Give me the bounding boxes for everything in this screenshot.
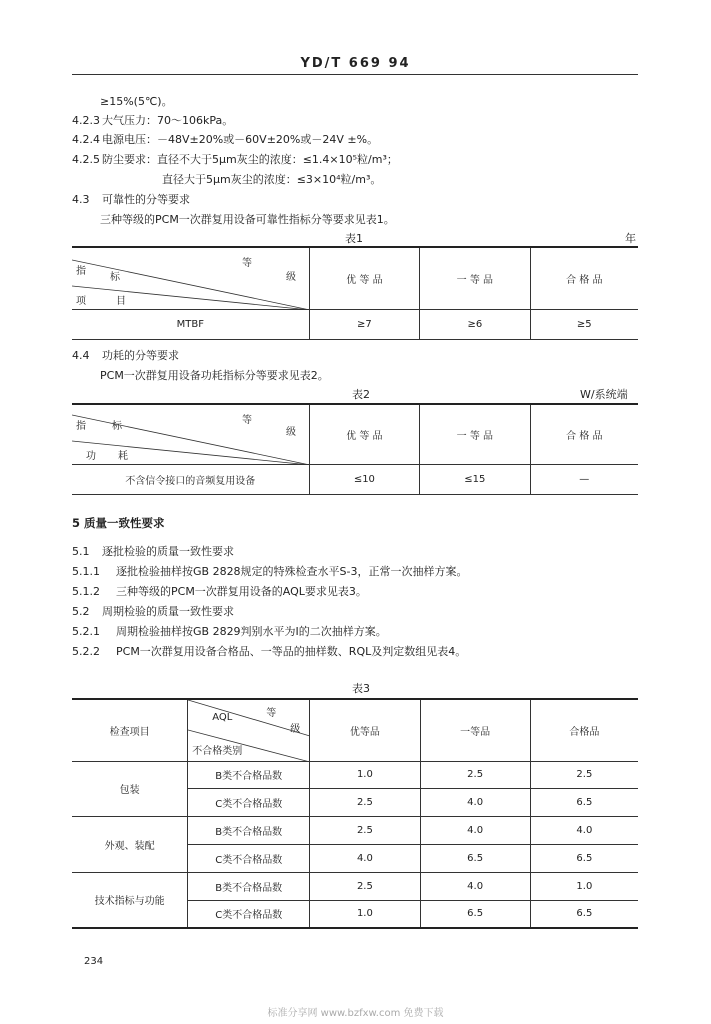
table1-unit: 年 bbox=[625, 232, 636, 245]
clause-number: 4.4 bbox=[72, 349, 90, 362]
table2-col-0: 优 等 品 bbox=[309, 404, 419, 464]
table2 bbox=[72, 403, 638, 495]
table3-type: B类不合格品数 bbox=[188, 872, 310, 900]
clause-text: 可靠性的分等要求 bbox=[102, 193, 190, 206]
clause-text: 周期检验的质量一致性要求 bbox=[102, 605, 234, 618]
table3-type: C类不合格品数 bbox=[188, 900, 310, 928]
diag-level: 级 bbox=[286, 272, 296, 283]
table1-diag-header bbox=[72, 247, 309, 309]
diag-biao: 标 bbox=[110, 272, 120, 283]
table3-cell: 1.0 bbox=[310, 900, 420, 928]
table-row bbox=[72, 761, 638, 788]
clause-5-1-2 bbox=[72, 583, 367, 599]
table3-type: C类不合格品数 bbox=[188, 844, 310, 872]
clause-4-2-3 bbox=[72, 112, 233, 128]
table3-cell: 4.0 bbox=[420, 872, 530, 900]
table2-unit: W/系统端 bbox=[580, 388, 628, 401]
text-table1-ref: 三种等级的PCM一次群复用设备可靠性指标分等要求见表1。 bbox=[100, 213, 395, 226]
diag-hao: 耗 bbox=[118, 451, 128, 462]
clause-number: 5.1.1 bbox=[72, 565, 100, 578]
clause-text: 逐批检验的质量一致性要求 bbox=[102, 545, 234, 558]
table1-col-1: 一 等 品 bbox=[420, 247, 530, 309]
clause-4-4 bbox=[72, 347, 179, 363]
text-humidity: ≥15%(5℃)。 bbox=[100, 95, 173, 108]
diagonal-lines bbox=[72, 405, 310, 465]
table3-cell: 2.5 bbox=[310, 816, 420, 844]
table3-col-2: 合格品 bbox=[530, 699, 638, 761]
clause-4-2-5-cont: 直径大于5μm灰尘的浓度：≤3×10⁴粒/m³。 bbox=[162, 173, 382, 186]
diag-mu: 目 bbox=[116, 296, 126, 307]
clause-5-2-1 bbox=[72, 623, 387, 639]
table1-value-0: ≥7 bbox=[309, 309, 419, 339]
clause-number: 5.1.2 bbox=[72, 585, 100, 598]
table2-value-2: — bbox=[530, 464, 638, 494]
table1 bbox=[72, 246, 638, 340]
text-table2-ref: PCM一次群复用设备功耗指标分等要求见表2。 bbox=[100, 369, 329, 382]
clause-text: 三种等级的PCM一次群复用设备的AQL要求见表3。 bbox=[116, 585, 367, 598]
clause-text: 大气压力：70～106kPa。 bbox=[102, 114, 234, 127]
diag-xiang: 项 bbox=[76, 296, 86, 307]
table3-head-item: 检查项目 bbox=[72, 699, 188, 761]
clause-text: 周期检验抽样按GB 2829判别水平为Ⅰ的二次抽样方案。 bbox=[116, 625, 387, 638]
table1-col-2: 合 格 品 bbox=[530, 247, 638, 309]
clause-5-1 bbox=[72, 543, 234, 559]
table3-cell: 1.0 bbox=[310, 761, 420, 788]
table3-type: B类不合格品数 bbox=[188, 816, 310, 844]
diag-buhege: 不合格类别 bbox=[192, 746, 243, 757]
table2-value-1: ≤15 bbox=[420, 464, 530, 494]
table2-col-1: 一 等 品 bbox=[420, 404, 530, 464]
table3-caption: 表3 bbox=[352, 682, 370, 695]
table3-type: B类不合格品数 bbox=[188, 761, 310, 788]
clause-number: 5.2.2 bbox=[72, 645, 100, 658]
table3-group-name: 外观、装配 bbox=[72, 816, 188, 872]
clause-text: PCM一次群复用设备合格品、一等品的抽样数、RQL及判定数组见表4。 bbox=[116, 645, 467, 658]
clause-4-2-4 bbox=[72, 131, 378, 147]
table3-cell: 4.0 bbox=[530, 816, 638, 844]
section-5-title: 5 质量一致性要求 bbox=[72, 516, 165, 530]
table2-value-0: ≤10 bbox=[309, 464, 419, 494]
clause-5-2 bbox=[72, 603, 234, 619]
clause-number: 4.2.5 bbox=[72, 153, 100, 166]
diag-zhi: 指 bbox=[76, 421, 86, 432]
clause-text: 逐批检验抽样按GB 2828规定的特殊检查水平S-3，正常一次抽样方案。 bbox=[116, 565, 468, 578]
clause-number: 5.1 bbox=[72, 545, 90, 558]
clause-5-1-1 bbox=[72, 563, 468, 579]
table2-diag-header bbox=[72, 404, 309, 464]
diag-biao: 标 bbox=[112, 421, 122, 432]
table3 bbox=[72, 698, 638, 929]
table2-col-2: 合 格 品 bbox=[530, 404, 638, 464]
clause-number: 4.3 bbox=[72, 193, 90, 206]
clause-number: 5.2 bbox=[72, 605, 90, 618]
table-row bbox=[72, 872, 638, 900]
table3-cell: 6.5 bbox=[530, 788, 638, 816]
table1-row-label: MTBF bbox=[72, 309, 309, 339]
footer-watermark: 标准分享网 www.bzfxw.com 免费下载 bbox=[267, 1008, 444, 1019]
clause-number: 4.2.3 bbox=[72, 114, 100, 127]
table3-cell: 1.0 bbox=[530, 872, 638, 900]
table-row bbox=[72, 816, 638, 844]
table3-type: C类不合格品数 bbox=[188, 788, 310, 816]
diag-grade: 等 bbox=[242, 415, 252, 426]
table3-cell: 2.5 bbox=[310, 872, 420, 900]
diag-zhi: 指 bbox=[76, 266, 86, 277]
diag-grade: 等 bbox=[266, 708, 277, 719]
diag-aql: AQL bbox=[212, 712, 233, 723]
table3-diag-header bbox=[188, 699, 310, 761]
page-header: YD/T 669 94 bbox=[300, 56, 411, 71]
table3-cell: 2.5 bbox=[310, 788, 420, 816]
table3-cell: 4.0 bbox=[420, 816, 530, 844]
table3-group-name: 技术指标与功能 bbox=[72, 872, 188, 928]
table3-cell: 2.5 bbox=[530, 761, 638, 788]
clause-number: 4.2.4 bbox=[72, 133, 100, 146]
clause-4-2-5 bbox=[72, 151, 398, 167]
table1-col-0: 优 等 品 bbox=[309, 247, 419, 309]
header-rule bbox=[72, 74, 638, 75]
table3-cell: 4.0 bbox=[420, 788, 530, 816]
table3-cell: 6.5 bbox=[530, 900, 638, 928]
table3-group-name: 包装 bbox=[72, 761, 188, 816]
table3-col-0: 优等品 bbox=[310, 699, 420, 761]
page-number: 234 bbox=[84, 956, 104, 967]
table3-cell: 6.5 bbox=[420, 900, 530, 928]
diag-grade: 等 bbox=[242, 258, 252, 269]
table3-cell: 4.0 bbox=[310, 844, 420, 872]
clause-text: 电源电压：－48V±20%或－60V±20%或－24V ±%。 bbox=[102, 133, 379, 146]
table1-value-2: ≥5 bbox=[530, 309, 638, 339]
diag-level: 级 bbox=[290, 724, 301, 735]
table1-value-1: ≥6 bbox=[420, 309, 530, 339]
clause-text: 防尘要求：直径不大于5μm灰尘的浓度：≤1.4×10⁵粒/m³； bbox=[102, 153, 398, 166]
table3-cell: 6.5 bbox=[420, 844, 530, 872]
diagonal-lines bbox=[72, 248, 310, 310]
table1-caption: 表1 bbox=[345, 232, 363, 245]
clause-4-3 bbox=[72, 191, 190, 207]
diag-gong: 功 bbox=[86, 451, 96, 462]
table3-cell: 6.5 bbox=[530, 844, 638, 872]
table3-col-1: 一等品 bbox=[420, 699, 530, 761]
table3-cell: 2.5 bbox=[420, 761, 530, 788]
diag-level: 级 bbox=[286, 427, 296, 438]
clause-text: 功耗的分等要求 bbox=[102, 349, 179, 362]
table2-caption: 表2 bbox=[352, 388, 370, 401]
table2-row-label: 不含信令接口的音频复用设备 bbox=[72, 464, 309, 494]
clause-5-2-2 bbox=[72, 643, 466, 659]
clause-number: 5.2.1 bbox=[72, 625, 100, 638]
